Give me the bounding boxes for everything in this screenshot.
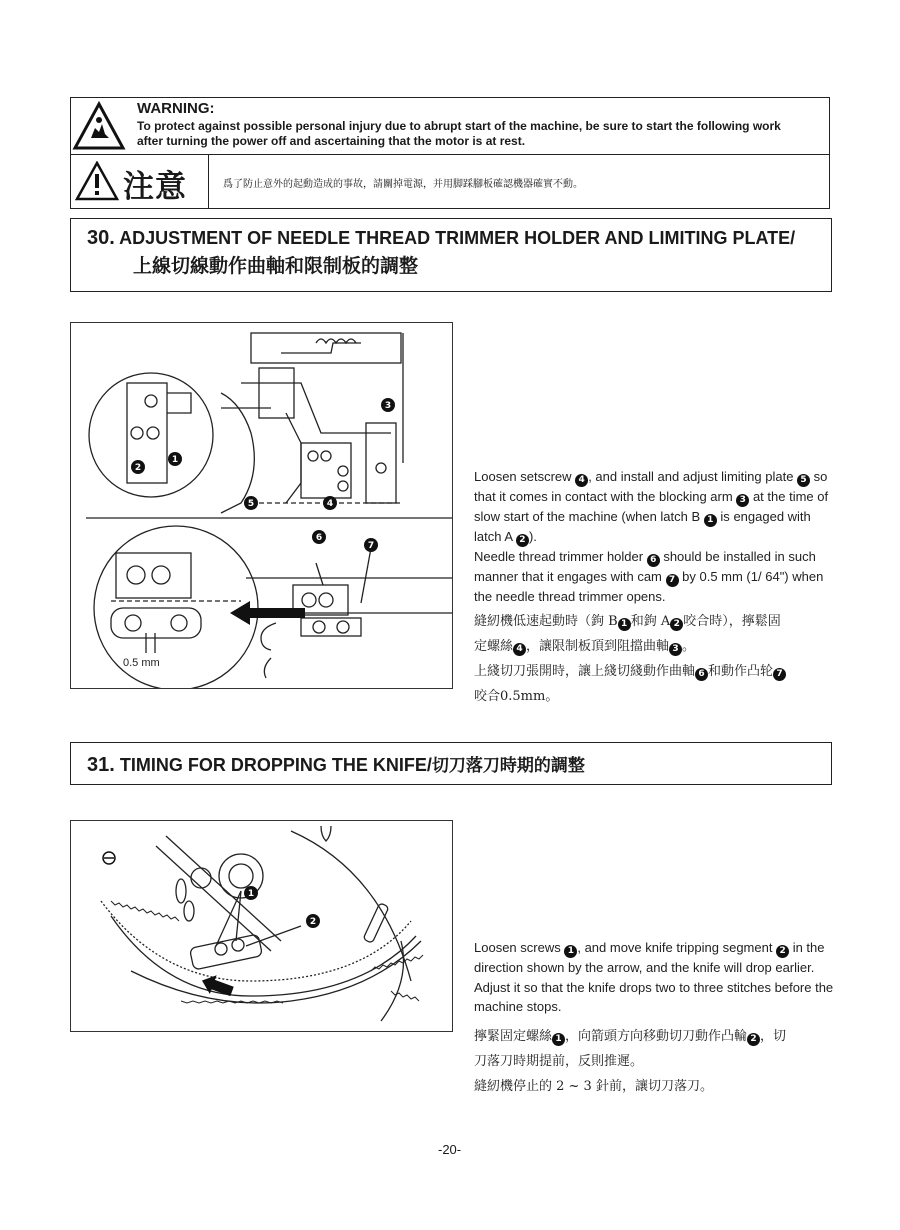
warning-box — [70, 97, 830, 209]
s31-text-seg: , and move knife tripping segment — [577, 940, 773, 955]
section-30-chinese-text — [474, 609, 836, 709]
s30-text-seg: 64") when the needle thread trimmer opens. — [474, 569, 824, 604]
callout-badge-4: 4 — [575, 474, 588, 487]
callout-badge-1: 1 — [704, 514, 717, 527]
section-30-english-text — [474, 467, 836, 607]
warning-line-1: To protect against possible personal injury due to abrupt start of the machine, be sure to start the following work — [137, 119, 781, 133]
section-30-title-cn: 上線切線動作曲軸和限制板的調整 — [133, 255, 419, 277]
s30-cn-line-4: 咬合0.5mm。 — [474, 689, 559, 704]
section-31-number: 31. — [87, 754, 115, 776]
s30-cn-seg: 上綫切刀張開時，讓上綫切綫動作曲軸 — [474, 664, 696, 679]
section-30-heading — [70, 218, 832, 292]
cn-warning-text: 爲了防止意外的起動造成的事故，請關掉電源，并用脚踩腳板確認機器確實不動。 — [223, 179, 583, 190]
s31-text-seg: drop earlier. Adjust it so that the knife drops two to three — [474, 960, 815, 995]
figure-measure-label: 0.5 mm — [123, 657, 160, 669]
s30-text-seg: such manner that it engages with cam — [474, 549, 816, 584]
s31-cn-line-1 — [474, 1024, 836, 1049]
callout-7: 7 — [367, 541, 375, 551]
section-31-heading — [70, 742, 832, 785]
page-number: -20- — [438, 1142, 462, 1157]
callout-1: 1 — [247, 889, 255, 899]
s30-text-seg: engaged with latch A — [474, 509, 811, 544]
callout-badge-3: 3 — [736, 494, 749, 507]
s30-cn-seg: 縫紉機低速起動時（鉤 B — [474, 614, 618, 629]
callout-badge-7: 7 — [773, 668, 786, 681]
s31-cn-seg: ，向箭頭方向移動切刀動作凸輪 — [565, 1029, 748, 1044]
s31-cn-line-3: 縫紉機停止的 2 ~ 3 針前，讓切刀落刀。 — [474, 1079, 713, 1094]
section-30-title-en — [87, 227, 795, 250]
s30-cn-seg: ，讓限制板頂到阻擋曲軸 — [526, 639, 670, 654]
callout-badge-2: 2 — [670, 618, 683, 631]
s30-text-seg: , and install and adjust limiting plate — [588, 469, 794, 484]
callout-2: 2 — [309, 917, 317, 927]
cn-warning-label — [71, 155, 209, 208]
callout-badge-3: 3 — [669, 643, 682, 656]
s30-text-seg: ). — [528, 529, 537, 544]
s31-cn-line-2: 刀落刀時期提前，反則推遲。 — [474, 1054, 644, 1069]
callout-6: 6 — [315, 533, 323, 543]
callout-4: 4 — [326, 499, 334, 509]
s30-cn-seg: 定螺絲 — [474, 639, 514, 654]
s30-cn-seg: 咬合時），擰鬆固 — [683, 614, 781, 629]
callout-5: 5 — [247, 499, 255, 509]
warning-row-chinese — [71, 155, 829, 208]
section-31-title-cn: 切刀落刀時期的調整 — [431, 756, 585, 776]
s30-cn-seg: 和鉤 A — [630, 614, 671, 629]
s30-text-seg: by 0.5 mm (1/ — [682, 569, 762, 584]
section-31-title — [87, 751, 585, 777]
s30-text-seg: should be installed in — [663, 549, 785, 564]
s30-cn-seg: 和動作凸轮 — [708, 664, 774, 679]
s31-cn-seg: ，切 — [760, 1029, 787, 1044]
s30-text-seg: so that it comes in contact with the blocking arm — [474, 469, 828, 504]
cn-warning-title: 注意 — [123, 169, 187, 205]
s30-text-seg: is — [720, 509, 730, 524]
s30-text-seg: Loosen setscrew — [474, 469, 572, 484]
s31-text-seg: in the direction shown by the arrow, and the knife will — [474, 940, 825, 975]
s30-cn-seg: 。 — [682, 639, 696, 654]
callout-badge-2: 2 — [516, 534, 529, 547]
callout-badge-7: 7 — [666, 574, 679, 587]
section-30-title-text: ADJUSTMENT OF NEEDLE THREAD TRIMMER HOLDER AND LIMITING PLATE/ — [119, 228, 796, 248]
callout-2: 2 — [134, 463, 142, 473]
trimmer-mechanism-drawing — [71, 323, 452, 688]
callout-badge-4: 4 — [513, 643, 526, 656]
s31-text-seg: Loosen screws — [474, 940, 561, 955]
figure-trimmer-holder-diagram — [70, 322, 453, 689]
section-31-title-en: TIMING FOR DROPPING THE KNIFE/ — [119, 755, 432, 775]
s30-cn-line-2 — [474, 634, 836, 659]
figure-knife-timing-diagram — [70, 820, 453, 1032]
callout-badge-1: 1 — [564, 945, 577, 958]
callout-badge-6: 6 — [647, 554, 660, 567]
s30-text-seg: the time of slow start of the machine (when latch B — [474, 489, 829, 524]
s30-cn-line-3 — [474, 659, 836, 684]
s30-text-seg: Needle thread trimmer holder — [474, 549, 644, 564]
callout-badge-6: 6 — [695, 668, 708, 681]
section-30-number: 30. — [87, 227, 115, 249]
callout-badge-1: 1 — [552, 1033, 565, 1046]
warning-title: WARNING: — [137, 100, 215, 117]
s31-text-seg: stitches before the machine stops. — [474, 979, 834, 1014]
s30-cn-line-1 — [474, 609, 836, 634]
callout-1: 1 — [171, 455, 179, 465]
warning-row-english — [71, 98, 829, 155]
s31-cn-seg: 擰緊固定螺絲 — [474, 1029, 553, 1044]
section-31-chinese-text — [474, 1024, 836, 1099]
callout-3: 3 — [384, 401, 392, 411]
knife-timing-drawing — [71, 821, 452, 1031]
section-31-english-text — [474, 938, 836, 1017]
warning-text — [137, 119, 827, 149]
s30-text-seg: at — [752, 489, 764, 504]
hand-hazard-icon — [71, 98, 127, 153]
caution-triangle-icon — [75, 161, 119, 201]
callout-badge-2: 2 — [776, 945, 789, 958]
warning-line-2: after turning the power off and ascertaining that the motor is at rest. — [137, 134, 526, 148]
callout-badge-1: 1 — [618, 618, 631, 631]
callout-badge-2: 2 — [747, 1033, 760, 1046]
callout-badge-5: 5 — [797, 474, 810, 487]
